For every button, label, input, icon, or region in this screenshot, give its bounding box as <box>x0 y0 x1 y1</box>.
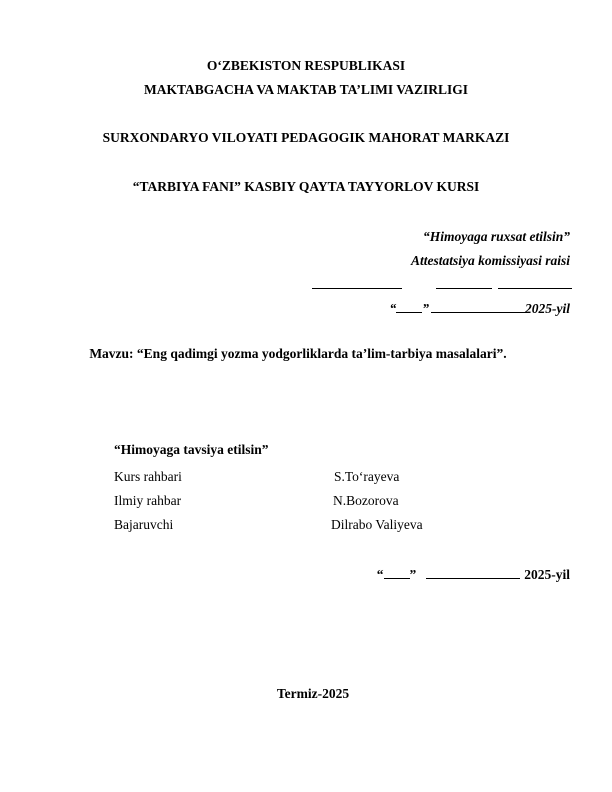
approval-title: “Himoyaga ruxsat etilsin” <box>422 229 570 244</box>
signature-line-1 <box>312 276 402 289</box>
bottom-date-close: ” <box>409 567 417 582</box>
bottom-day-blank <box>384 566 410 579</box>
row-name-3: Dilrabo Valiyeva <box>331 517 423 532</box>
recommend-title: “Himoyaga tavsiya etilsin” <box>114 442 269 457</box>
approval-day-blank <box>396 300 422 313</box>
approval-year: 2025-yil <box>525 301 570 316</box>
ministry-line-2: MAKTABGACHA VA MAKTAB TA’LIMI VAZIRLIGI <box>143 82 469 97</box>
row-name-1: S.To‘rayeva <box>334 469 400 484</box>
signature-line-3 <box>498 276 572 289</box>
institution-line: SURXONDARYO VILOYATI PEDAGOGIK MAHORAT MARKAZI <box>102 130 510 145</box>
bottom-date-open: “ <box>376 567 384 582</box>
approval-date-close: ” <box>422 301 429 316</box>
row-label-3: Bajaruvchi <box>114 517 174 532</box>
bottom-year: 2025-yil <box>524 567 570 582</box>
topic: Mavzu: “Eng qadimgi yozma yodgorliklarda ta’lim-tarbiya masalalari”. <box>89 346 507 361</box>
footer-city-year: Termiz-2025 <box>276 686 350 701</box>
course-line: “TARBIYA FANI” KASBIY QAYTA TAYYORLOV KURSI <box>132 179 480 194</box>
ministry-line-1: O‘ZBEKISTON RESPUBLIKASI <box>206 58 406 73</box>
approval-role: Attestatsiya komissiyasi raisi <box>410 253 570 268</box>
approval-date-open: “ <box>389 301 397 316</box>
signature-lines <box>312 276 572 293</box>
approval-date <box>390 300 571 317</box>
signature-line-2 <box>436 276 492 289</box>
row-label-1: Kurs rahbari <box>114 469 182 484</box>
row-name-2: N.Bozorova <box>333 493 399 508</box>
bottom-month-blank <box>426 566 520 579</box>
row-label-2: Ilmiy rahbar <box>114 493 182 508</box>
approval-month-blank <box>431 300 525 313</box>
bottom-date <box>377 566 570 583</box>
